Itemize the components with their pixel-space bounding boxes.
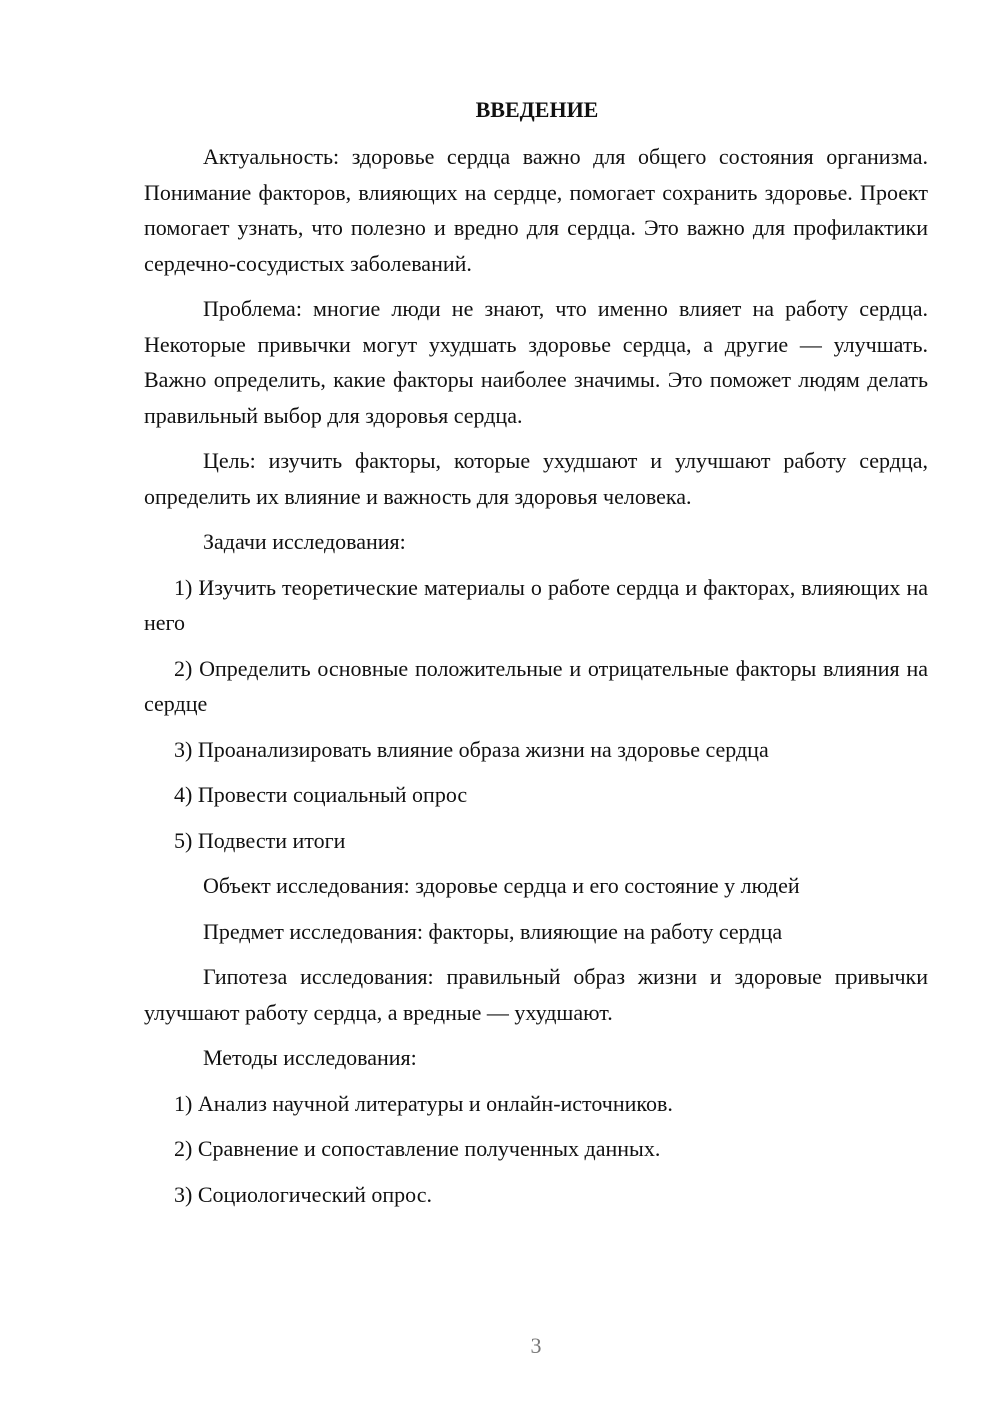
methods-title: Методы исследования: — [203, 1045, 417, 1070]
page-content — [144, 95, 928, 1222]
task-item: 1) Изучить теоретические материалы о работе сердца и факторах, влияющих на него — [144, 574, 928, 635]
task-item: 5) Подвести итоги — [174, 827, 346, 853]
hypothesis-paragraph: Гипотеза исследования: правильный образ жизни и здоровые привычки улучшают работу сердца, а вредные — ухудшают. — [144, 964, 928, 1025]
problem-paragraph: Проблема: многие люди не знают, что именно влияет на работу сердца. Некоторые привычки могут ухудшать здоровье сердца, а другие — улучшать. Важно определить, какие факторы наиболее значимы. Это поможет людям делать правильный выбор для здоровья сердца. — [144, 296, 928, 428]
subject-paragraph: Предмет исследования: факторы, влияющие на работу сердца — [203, 918, 783, 944]
tasks-title: Задачи исследования: — [203, 529, 406, 554]
page-number: 3 — [530, 1333, 542, 1358]
task-item: 4) Провести социальный опрос — [174, 782, 468, 807]
object-paragraph: Объект исследования: здоровье сердца и его состояние у людей — [203, 873, 800, 898]
page-heading: ВВЕДЕНИЕ — [475, 97, 599, 122]
goal-paragraph: Цель: изучить факторы, которые ухудшают и улучшают работу сердца, определить их влияние и важность для здоровья человека. — [144, 448, 928, 509]
method-item: 2) Сравнение и сопоставление полученных данных. — [174, 1136, 661, 1161]
method-item: 3) Социологический опрос. — [174, 1181, 432, 1207]
task-item: 2) Определить основные положительные и отрицательные факторы влияния на сердце — [144, 655, 928, 716]
relevance-paragraph: Актуальность: здоровье сердца важно для общего состояния организма. Понимание факторов, влияющих на сердце, помогает сохранить здоровье. Проект помогает узнать, что полезно и вредно для сердца. Это важно для профилактики сердечно-сосудистых заболеваний. — [144, 144, 928, 276]
task-item: 3) Проанализировать влияние образа жизни на здоровье сердца — [174, 736, 769, 762]
method-item: 1) Анализ научной литературы и онлайн-источников. — [174, 1090, 673, 1116]
